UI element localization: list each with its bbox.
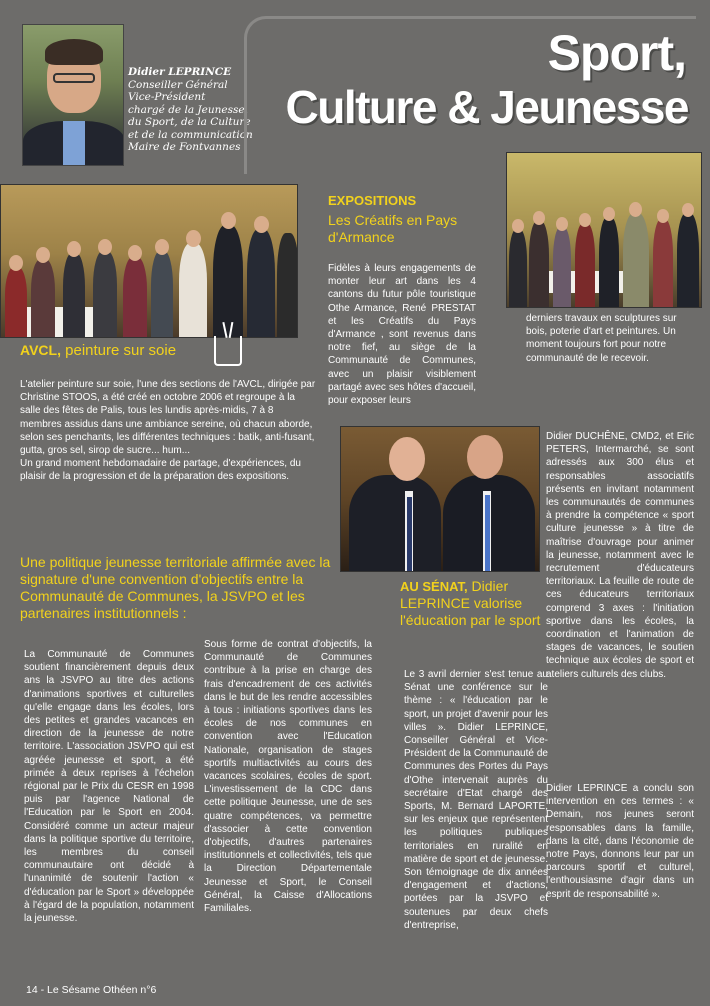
avcl-paragraph: Un grand moment hebdomadaire de partage, d'expériences, du plaisir de la progression et de la préparation des expositions. <box>20 458 301 483</box>
avcl-group-photo <box>0 184 298 338</box>
paint-cup-icon <box>214 336 242 366</box>
avcl-subtitle: peinture sur soie <box>65 342 177 359</box>
expositions-subtitle: Les Créatifs en Pays d'Armance <box>328 212 458 245</box>
senat-heading <box>400 578 545 629</box>
senat-column-2: Didier DUCHÊNE, CMD2, et Eric PETERS, Intermarché, se sont adressés aux 300 élus et responsables associatifs présents en invitant notamment les communautés de communes à prendre la compétence « sport culture jeunesse » à titre de maîtrise d'ouvrage pour animer la jeunesse, notamment avec le recrutement d'éducateurs territoriaux. La feuille de route de ces éducateurs territoriaux comprend 3 axes : l'initiation sportive dans les écoles, la coordination et l'animation de stages de vacances, le soutien technique aux écoles de sport et ateliers culturels des clubs. <box>546 431 694 680</box>
avcl-kicker: AVCL, <box>20 342 61 358</box>
expositions-kicker: EXPOSITIONS <box>328 193 417 208</box>
senat-kicker: AU SÉNAT, <box>400 579 468 594</box>
politique-column-2: Sous forme de contrat d'objectifs, la Communauté de Communes contribue à la prise en charge des frais d'encadrement de ces activités dans le but de les rendre accessibles à tous : initiations sportives dans les écoles de nos communes en convention avec l'Education Nationale, organisation de stages sportifs multiactivités au cours des vacances scolaires, écoles de sport. L'investissement de la CDC dans cette politique Jeunesse, une de ses quatre compétences, va permettre d'associer à cette convention d'objectifs, d'autres partenaires institutionnels et collectivités, tels que la Direction Départementale Jeunesse et Sport, le Conseil Général, la Caisse d'Allocations Familiales. <box>204 639 372 915</box>
avcl-paragraph: L'atelier peinture sur soie, l'une des sections de l'AVCL, dirigée par Christine STOOS, a été créé en octobre 2006 et regroupe à la salle des fêtes de Palis, tous les lundis après-midis, 7 à 8 membres assidus dans une ambiance sereine, où chacun aborde, selon ses penchants, les différentes techniques : batik, anti-fusant, gutta, gros sel, sirop de sucre... hum... <box>20 379 316 457</box>
caption-line: Maire de Fontvannes <box>128 141 241 153</box>
senat-subtitle: Didier LEPRINCE valorise l'éducation par le sport <box>400 578 541 628</box>
senat-conclusion: Didier LEPRINCE a conclu son intervention en ces termes : « Demain, nos jeunes seront responsables dans la famille, dans la cité, dans l'économie de notre Pays, donnons leur par un parcours sportif et culturel, l'enthousiasme d'agir dans un esprit de responsabilité ». <box>546 783 694 900</box>
avcl-heading <box>20 342 176 359</box>
senat-photo <box>340 426 540 572</box>
page-title-line2: Culture & Jeunesse <box>285 81 688 133</box>
caption-line: Conseiller Général <box>128 78 228 91</box>
caption-name: Didier LEPRINCE <box>128 66 232 78</box>
caption-line: du Sport, de la Culture <box>128 116 251 128</box>
caption-line: Vice-Président <box>128 91 206 103</box>
expositions-body-continued: derniers travaux en sculptures sur bois, poterie d'art et peintures. Un moment toujours fort pour notre communauté de le recevoir. <box>526 313 677 364</box>
caption-line: et de la communication <box>128 128 253 141</box>
portrait-photo <box>22 24 124 166</box>
caption-line: chargé de la Jeunesse, <box>128 103 248 116</box>
page-footer: 14 - Le Sésame Othéen n°6 <box>26 984 157 996</box>
politique-column-1: La Communauté de Communes soutient financièrement depuis deux ans la JSVPO au titre des actions d'animations sportives et culturelles qu'elle engage dans les écoles, lors des petites et grandes vacances en direction de la jeunesse de notre territoire. L'association JSVPO qui est agréée jeunesse et sport, a été primée à deux reprises à l'échelon régional par le Prix du CESR en 1998 puis par l'agence National de l'Education par le Sport en 2004. Considéré comme un acteur majeur dans la politique sportive du territoire, les membres du conseil communautaire ont décidé à l'unanimité de soutenir l'action « d'éducation par le Sport » développée à l'égard de la population, notamment la jeunesse. <box>24 649 194 925</box>
avcl-body <box>20 378 316 484</box>
politique-heading: Une politique jeunesse territoriale affirmée avec la signature d'une convention d'objectifs entre la Communauté de Communes, la JSVPO et les partenaires institutionnels : <box>20 554 331 621</box>
expositions-photo <box>506 152 702 308</box>
senat-column-1: Le 3 avril dernier s'est tenue au Sénat une conférence sur le thème : « l'éducation par le sport, un projet d'avenir pour les villes ». Didier LEPRINCE, Conseiller Général et Vice-Président de la Communauté de Communes des Portes du Pays d'Othe intervenait auprès du secrétaire d'Etat chargé des Sports, M. Bernard LAPORTE, sur les enjeux que représentent les politiques publiques territoriales en ruralité en matière de sport et de jeunesse. Son témoignage de dix années d'engagement et d'actions, portées par la JSVPO et soutenues par deux chefs d'entreprise, <box>404 669 548 931</box>
expositions-heading <box>328 192 508 246</box>
page-title-line1: Sport, <box>547 25 686 81</box>
expositions-body: Fidèles à leurs engagements de monter leur art dans les 4 cantons du futur pôle touristique Othe Armance, René PRESTAT et les Créatifs du Pays d'Armance , sont revenus dans notre fief, au siège de la Communauté de Communes, avec un plaisir visiblement partagé avec ses hôtes d'accueil, pour exposer leurs <box>328 263 476 407</box>
